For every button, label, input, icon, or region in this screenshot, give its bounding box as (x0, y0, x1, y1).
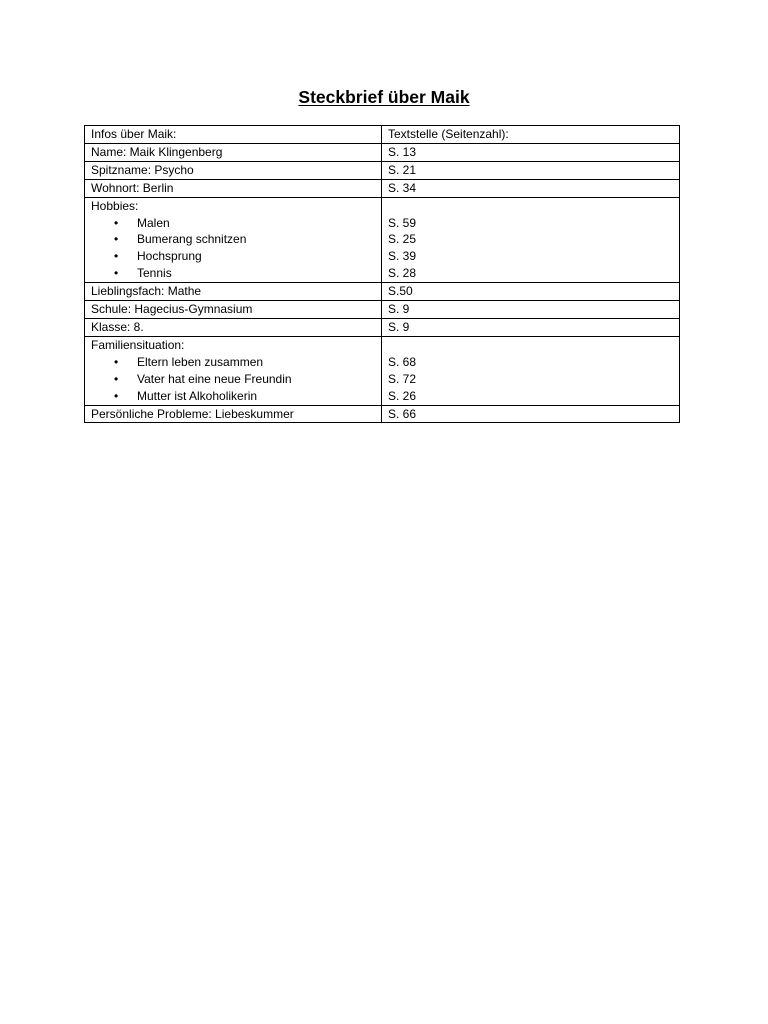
bullet-icon: • (114, 354, 119, 369)
family-list (91, 354, 381, 405)
table-row (85, 197, 680, 283)
table-row (85, 143, 680, 161)
bullet-icon: • (114, 232, 119, 247)
hobbies-list (91, 215, 381, 283)
list-item (91, 265, 381, 282)
table-row (85, 318, 680, 336)
table-row (85, 301, 680, 319)
page-ref: S. 59 (388, 215, 417, 230)
grade-cell: Klasse: 8. (85, 318, 382, 336)
family-cell (85, 336, 382, 405)
problems-page-cell: S. 66 (382, 405, 680, 423)
list-item (91, 215, 381, 232)
nickname-cell: Spitzname: Psycho (85, 161, 382, 179)
table-row (85, 179, 680, 197)
bullet-icon: • (114, 249, 119, 264)
page-ref: S. 25 (388, 232, 417, 247)
family-text: Vater hat eine neue Freundin (137, 371, 292, 386)
profile-table (84, 125, 680, 423)
list-item (91, 231, 381, 248)
hobby-text: Bumerang schnitzen (137, 232, 247, 247)
list-item (91, 371, 381, 388)
bullet-icon: • (114, 215, 119, 230)
family-page-cell (382, 336, 680, 405)
page-ref: S. 39 (388, 249, 417, 264)
header-page-cell: Textstelle (Seitenzahl): (382, 126, 680, 144)
hobbies-page-cell (382, 197, 680, 283)
table-row (85, 336, 680, 405)
table-row (85, 161, 680, 179)
header-info-cell: Infos über Maik: (85, 126, 382, 144)
nickname-page-cell: S. 21 (382, 161, 680, 179)
page-ref: S. 26 (388, 388, 417, 403)
favorite-subject-cell: Lieblingsfach: Mathe (85, 283, 382, 301)
residence-cell: Wohnort: Berlin (85, 179, 382, 197)
page-ref: S. 72 (388, 371, 417, 386)
bullet-icon: • (114, 388, 119, 403)
school-page-cell: S. 9 (382, 301, 680, 319)
list-item (91, 354, 381, 371)
family-text: Mutter ist Alkoholikerin (137, 388, 258, 403)
page-ref: S. 68 (388, 354, 417, 369)
family-page-list (388, 354, 679, 405)
hobbies-label: Hobbies: (91, 198, 139, 213)
grade-page-cell: S. 9 (382, 318, 680, 336)
list-item (91, 388, 381, 405)
page-ref: S. 28 (388, 266, 417, 281)
table-header-row (85, 126, 680, 144)
hobby-text: Malen (137, 215, 170, 230)
bullet-icon: • (114, 371, 119, 386)
school-cell: Schule: Hagecius-Gymnasium (85, 301, 382, 319)
residence-page-cell: S. 34 (382, 179, 680, 197)
family-label: Familiensituation: (91, 337, 185, 352)
hobby-text: Hochsprung (137, 249, 202, 264)
family-text: Eltern leben zusammen (137, 354, 264, 369)
table-row (85, 283, 680, 301)
hobbies-page-list (388, 215, 679, 283)
hobby-text: Tennis (137, 266, 172, 281)
hobbies-cell (85, 197, 382, 283)
name-cell: Name: Maik Klingenberg (85, 143, 382, 161)
table-row (85, 405, 680, 423)
bullet-icon: • (114, 266, 119, 281)
problems-cell: Persönliche Probleme: Liebeskummer (85, 405, 382, 423)
list-item (91, 248, 381, 265)
name-page-cell: S. 13 (382, 143, 680, 161)
page-title: Steckbrief über Maik (298, 87, 470, 107)
favorite-subject-page-cell: S.50 (382, 283, 680, 301)
